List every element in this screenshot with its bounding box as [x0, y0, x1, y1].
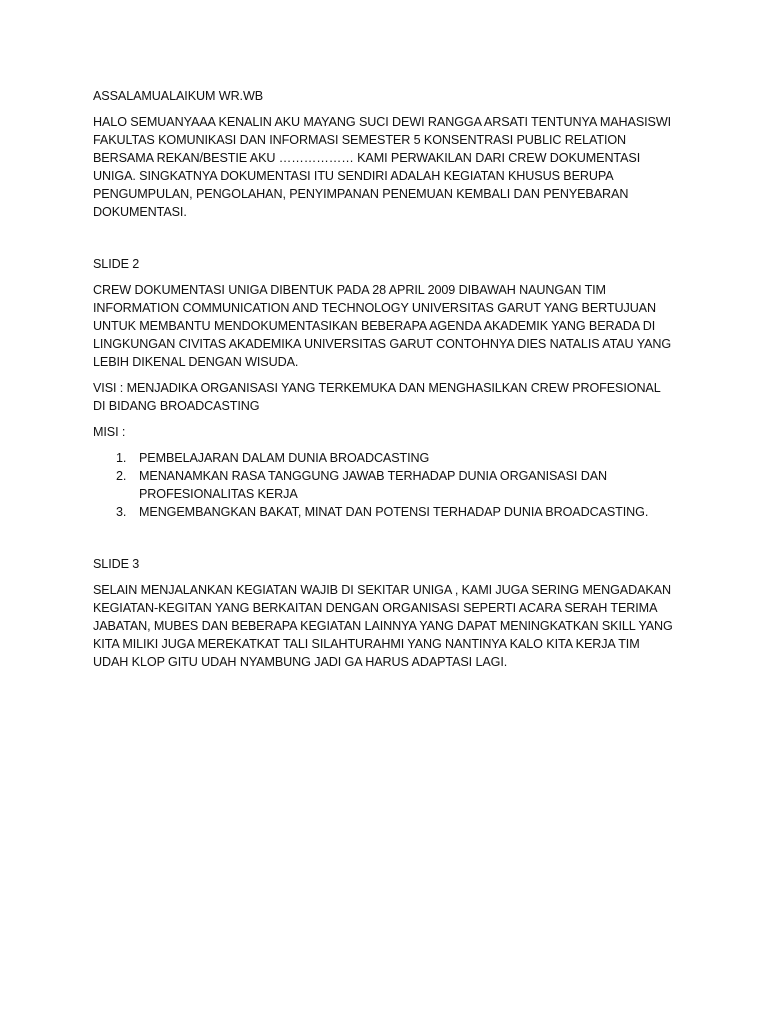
list-item-text: MENANAMKAN RASA TANGGUNG JAWAB TERHADAP DUNIA ORGANISASI DAN PROFESIONALITAS KERJA	[139, 469, 607, 501]
list-item	[93, 449, 673, 467]
intro-paragraph: HALO SEMUANYAAA KENALIN AKU MAYANG SUCI DEWI RANGGA ARSATI TENTUNYA MAHASISWI FAKULTAS KOMUNIKASI DAN INFORMASI SEMESTER 5 KONSENTRASI PUBLIC RELATION BERSAMA REKAN/BESTIE AKU ……………… KAMI PERWAKILAN DARI CREW DOKUMENTASI UNIGA. SINGKATNYA DOKUMENTASI ITU SENDIRI ADALAH KEGIATAN KHUSUS BERUPA PENGUMPULAN, PENGOLAHAN, PENYIMPANAN PENEMUAN KEMBALI DAN PENYEBARAN DOKUMENTASI.	[93, 115, 672, 219]
list-number: 1.	[116, 451, 127, 465]
visi-paragraph: VISI : MENJADIKA ORGANISASI YANG TERKEMUKA DAN MENGHASILKAN CREW PROFESIONAL DI BIDANG BROADCASTING	[93, 381, 661, 413]
list-item	[93, 467, 673, 503]
slide-2-paragraph: CREW DOKUMENTASI UNIGA DIBENTUK PADA 28 APRIL 2009 DIBAWAH NAUNGAN TIM INFORMATION COMMUNICATION AND TECHNOLOGY UNIVERSITAS GARUT YANG BERTUJUAN UNTUK MEMBANTU MENDOKUMENTASIKAN BEBERAPA AGENDA AKADEMIK YANG BERADA DI LINGKUNGAN CIVITAS AKADEMIKA UNIVERSITAS GARUT CONTOHNYA DIES NATALIS ATAU YANG LEBIH DIKENAL DENGAN WISUDA.	[93, 283, 672, 369]
list-number: 3.	[116, 505, 127, 519]
misi-list	[93, 449, 673, 521]
misi-label: MISI :	[93, 425, 126, 439]
slide-3-paragraph: SELAIN MENJALANKAN KEGIATAN WAJIB DI SEKITAR UNIGA , KAMI JUGA SERING MENGADAKAN KEGIATAN-KEGITAN YANG BERKAITAN DENGAN ORGANISASI SEPERTI ACARA SERAH TERIMA JABATAN, MUBES DAN BEBERAPA KEGIATAN LAINNYA YANG DAPAT MENINGKATKAN SKILL YANG KITA MILIKI JUGA MEREKATKAT TALI SILAHTURAHMI YANG NANTINYA KALO KITA KERJA TIM UDAH KLOP GITU UDAH NYAMBUNG JADI GA HARUS ADAPTASI LAGI.	[93, 583, 673, 669]
section-gap	[93, 229, 673, 255]
list-item-text: MENGEMBANGKAN BAKAT, MINAT DAN POTENSI TERHADAP DUNIA BROADCASTING.	[139, 505, 649, 519]
list-number: 2.	[116, 469, 127, 483]
document-body	[93, 87, 673, 679]
list-item-text: PEMBELAJARAN DALAM DUNIA BROADCASTING	[139, 451, 430, 465]
slide-3-heading: SLIDE 3	[93, 557, 140, 571]
list-item	[93, 503, 673, 521]
section-gap	[93, 529, 673, 555]
slide-2-heading: SLIDE 2	[93, 257, 140, 271]
greeting-line: ASSALAMUALAIKUM WR.WB	[93, 89, 264, 103]
